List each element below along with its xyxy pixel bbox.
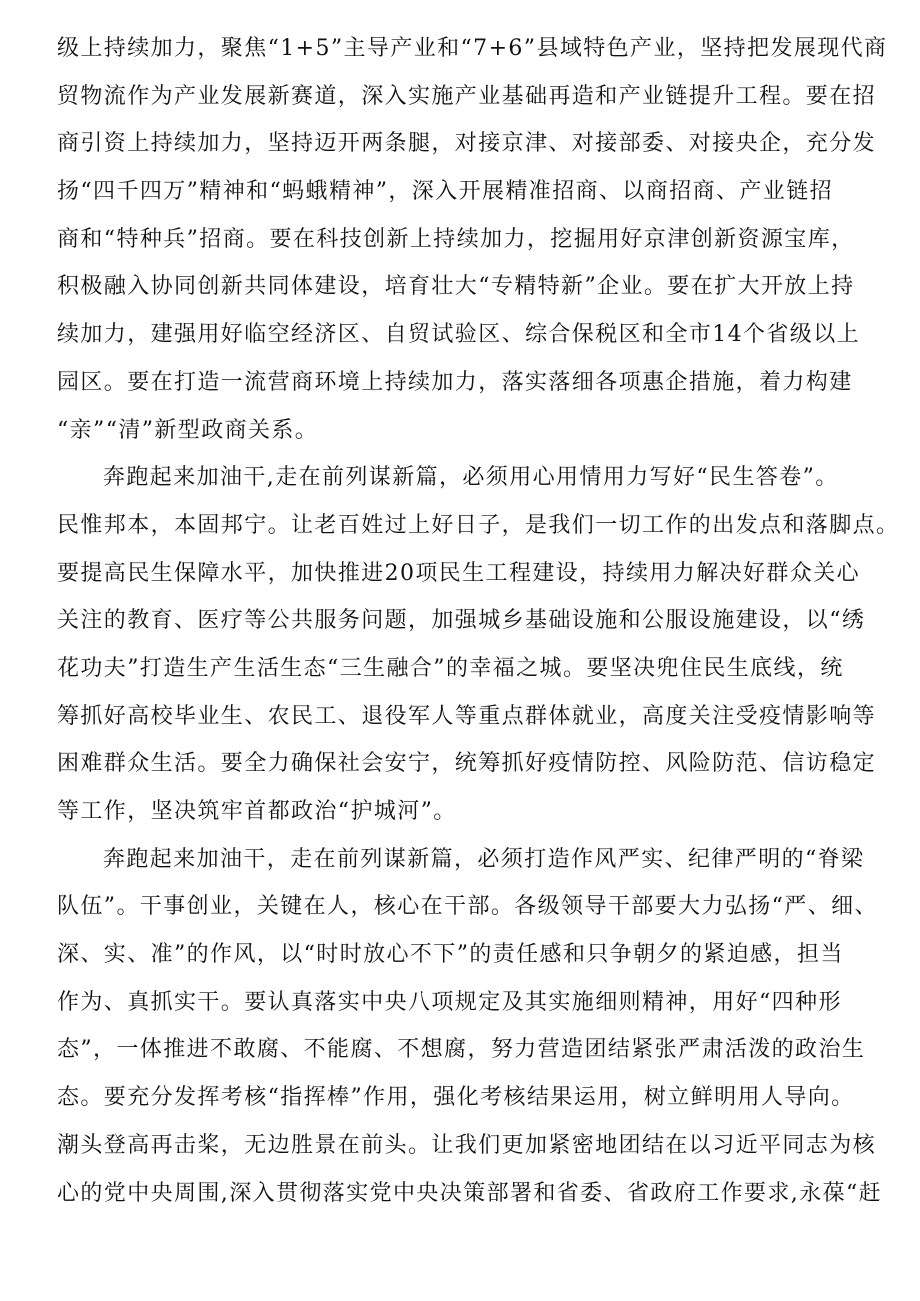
text-line: 队伍”。干事创业，关键在人，核心在干部。各级领导干部要大力弘扬“严、细、 xyxy=(57,894,878,920)
text-line: 心的党中央周围,深入贯彻落实党中央决策部署和省委、省政府工作要求,永葆“赶 xyxy=(57,1180,883,1206)
text-line: 扬“四千四万”精神和“蚂蛾精神”，深入开展精准招商、以商招商、产业链招 xyxy=(57,179,833,205)
text-line: 潮头登高再击桨，无边胜景在前头。让我们更加紧密地团结在以习近平同志为核 xyxy=(57,1132,877,1158)
text-line: 困难群众生活。要全力确保社会安宁，统筹抓好疫情防控、风险防范、信访稳定 xyxy=(57,751,877,777)
paragraph-first-line: 奔跑起来加油干,走在前列谋新篇，必须用心用情用力写好“民生答卷”。 xyxy=(103,465,839,491)
text-line: 贸物流作为产业发展新赛道，深入实施产业基础再造和产业链提升工程。要在招 xyxy=(57,83,877,109)
document-body xyxy=(57,25,900,1217)
text-line: 要提高民生保障水平，加快推进20项民生工程建设，持续用力解决好群众关心 xyxy=(57,560,860,586)
text-line: 园区。要在打造一流营商环境上持续加力，落实落细各项惠企措施，着力构建 xyxy=(57,369,853,395)
text-line: 商和“特种兵”招商。要在科技创新上持续加力，挖掘用好京津创新资源宝库， xyxy=(57,226,855,252)
text-line: 筹抓好高校毕业生、农民工、退役军人等重点群体就业，高度关注受疫情影响等 xyxy=(57,703,877,729)
text-line: 关注的教育、医疗等公共服务问题，加强城乡基础设施和公服设施建设，以“绣 xyxy=(57,608,866,634)
text-line: 花功夫”打造生产生活生态“三生融合”的幸福之城。要坚决兜住民生底线，统 xyxy=(57,655,844,681)
text-line: “亲”“清”新型政商关系。 xyxy=(57,417,319,443)
text-line: 民惟邦本，本固邦宁。让老百姓过上好日子，是我们一切工作的出发点和落脚点。 xyxy=(57,512,900,538)
text-line: 深、实、准”的作风，以“时时放心不下”的责任感和只争朝夕的紧迫感，担当 xyxy=(57,942,844,968)
text-line: 级上持续加力，聚焦“1+5”主导产业和“7+6”县域特色产业，坚持把发展现代商 xyxy=(57,36,888,61)
text-line: 态。要充分发挥考核“指挥棒”作用，强化考核结果运用，树立鲜明用人导向。 xyxy=(57,1085,855,1111)
text-line: 商引资上持续加力，坚持迈开两条腿，对接京津、对接部委、对接央企，充分发 xyxy=(57,131,877,157)
text-line: 等工作，坚决筑牢首都政治“护城河”。 xyxy=(57,799,457,824)
text-line: 续加力，建强用好临空经济区、自贸试验区、综合保税区和全市14个省级以上 xyxy=(57,322,860,348)
text-line: 积极融入协同创新共同体建设，培育壮大“专精特新”企业。要在扩大开放上持 xyxy=(57,274,855,300)
text-line: 作为、真抓实干。要认真落实中央八项规定及其实施细则精神，用好“四种形 xyxy=(57,989,842,1015)
paragraph-first-line: 奔跑起来加油干，走在前列谋新篇，必须打造作风严实、纪律严明的“脊梁 xyxy=(103,846,865,872)
text-line: 态”，一体推进不敢腐、不能腐、不想腐，努力营造团结紧张严肃活泼的政治生 xyxy=(57,1037,866,1063)
